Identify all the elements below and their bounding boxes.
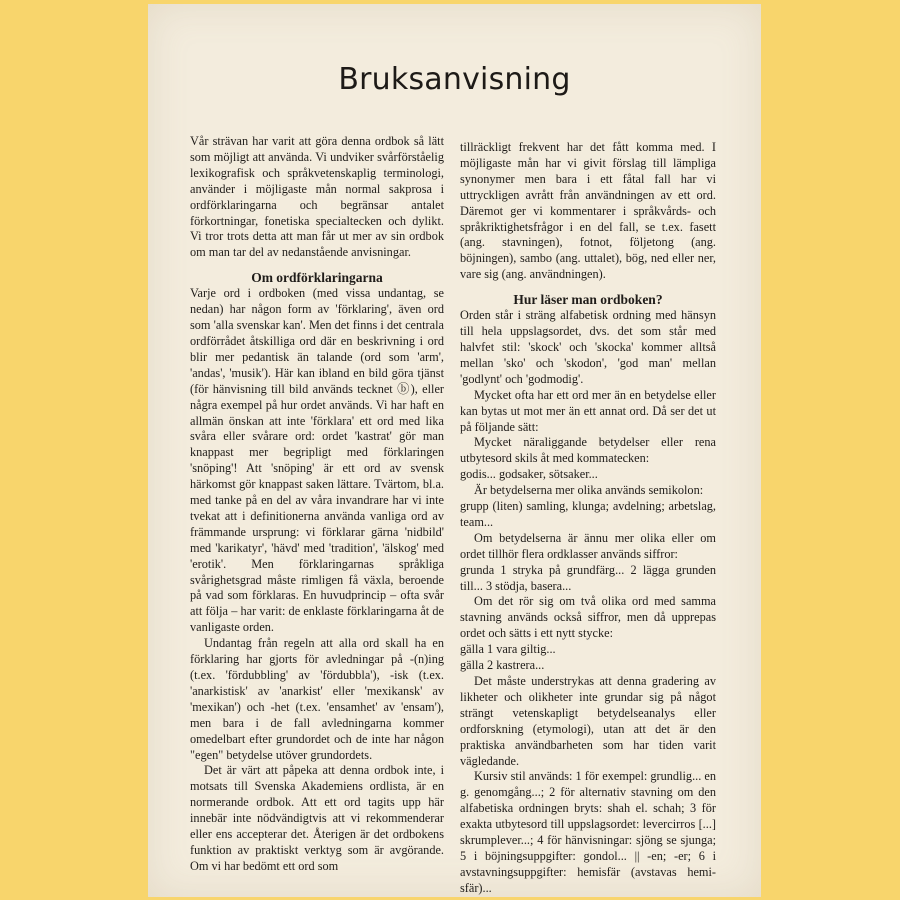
- body-paragraph: Är betydelserna mer olika används semikolon:: [474, 483, 704, 498]
- example-entry: grunda 1 stryka på grundfärg... 2 lägga grunden till... 3 stödja, basera...: [460, 562, 716, 593]
- body-paragraph: Mycket ofta har ett ord mer än en betydelse eller kan bytas ut mot mer än ett annat ord. Då ser det ut på följande sätt:: [460, 387, 716, 434]
- right-column: [460, 140, 716, 897]
- example-entry: grupp (liten) samling, klunga; avdelning; arbetslag, team...: [460, 499, 716, 529]
- section-heading-ordforklaringarna: Om ordförklaringarna: [251, 270, 383, 286]
- body-paragraph: Varje ord i ordboken (med vissa undantag, se nedan) har någon form av 'förklaring', även ord som 'alla svenskar kan'. Men det finns i det centrala ordförrådet åtskilliga ord där en beskrivning i ord blir mer pedantisk än talande (ord som 'arm', 'andas', 'musik'). Här kan ibland en bild göra tjänst (för hänvisning till bild används tecknet ⓑ), eller några exempel på hur ordet används. Vi har haft en allmän önskan att inte 'förklara' ett ord med lika svåra eller svårare ord: ordet 'kastrat' gör man knappast mer begripligt med förklaringen 'snöping'! Att 'snöping' är ett ord av svensk härkomst gör knappast saken lättare. Tvärtom, bl.a. med tanke på en del av våra invandrare har vi inte tvekat att i definitionerna använda vanliga ord av främmande ursprung: vi förklarar gärna 'nidbild' med 'karikatyr', 'hävd' med 'tradition', 'älskog' med 'erotik'. Men förklaringarnas språkliga svårighetsgrad måste rimligen få växla, beroende på vad som förklaras. En huvudprincip – ofta svår att följa – har varit: de enklaste förklaringarna åt de vanligaste orden.: [190, 286, 444, 635]
- body-paragraph: Det måste understrykas att denna gradering av likheter och olikheter inte grundar sig på något strängt vetenskapligt betydelseanalys eller ordforskning (etymologi), utan att det är den praktiska användbarheten som har tiden varit vägledande.: [460, 674, 716, 768]
- example-entry: gälla 2 kastrera...: [460, 658, 545, 673]
- body-paragraph: Om betydelserna är ännu mer olika eller om ordet tillhör flera ordklasser används siffror:: [460, 530, 716, 561]
- page-title: Bruksanvisning: [338, 62, 571, 97]
- body-paragraph: Orden står i sträng alfabetisk ordning med hänsyn till hela uppslagsordet, dvs. det som står med halvfet stil: 'skock' och 'skocka' kommer alltså mellan 'sko' och 'skodon', 'god man' mellan 'godlynt' och 'godmodig'.: [460, 308, 716, 386]
- body-paragraph: Kursiv stil används: 1 för exempel: grundlig... en g. genomgång...; 2 för alternativ stavning om den alfabetiska ordningen bryts: shah el. schah; 3 för exakta utbytesord till uppslagsordet: levercirros [...] skrumplever...; 4 för hänvisningar: sjöng se sjunga; 5 i böjningsuppgifter: gondol... || -en; -er; 6 i avstavningsuppgifter: hemisfär (avstavas hemi-sfär)...: [460, 769, 716, 895]
- body-paragraph: Det är värt att påpeka att denna ordbok inte, i motsats till Svenska Akademiens ordlista, är en normerande ordbok. Att ett ord tagits upp här innebär inte nödvändigtvis att vi rekommenderar eller ens accepterar det. Återigen är det ordbokens funktion av praktiskt verktyg som är avgörande. Om vi har bedömt ett ord som: [190, 763, 444, 873]
- body-paragraph: Om det rör sig om två olika ord med samma stavning används också siffror, men då upprepas ordet och sätts i ett nytt stycke:: [460, 594, 716, 641]
- intro-paragraph: Vår strävan har varit att göra denna ordbok så lätt som möjligt att använda. Vi undviker svårförståelig lexikografisk och språkvetenskaplig terminologi, använder i möjligaste mån normal sakprosa i ordförklaringarna och begränsar antalet förkortningar, fonetiska specialtecken och dylikt. Vi tror trots detta att man får ut mer av sin ordbok om man tar del av nedanstående anvisningar.: [190, 134, 444, 260]
- continuation-paragraph: tillräckligt frekvent har det fått komma med. I möjligaste mån har vi givit förslag till lämpliga synonymer men bara i ett fåtal fall har vi uttryckligen avrått från användningen av ett ord. Däremot ger vi kommentarer i språkvårds- och språkriktighetsfrågor i en del fall, se t.ex. fasett (ang. stavningen), fotnot, följetong (ang. böjningen), sambo (ang. uttalet), bög, ned eller ner, vare sig (ang. användningen).: [460, 140, 716, 282]
- section-heading-hur-laser: Hur läser man ordboken?: [513, 292, 663, 308]
- left-column: [190, 134, 444, 875]
- body-paragraph: Undantag från regeln att alla ord skall ha en förklaring har gjorts för avledningar på -(n)ing (t.ex. 'fördubbling' av 'fördubbla'), -isk (t.ex. 'anarkistisk' av 'anarkist' eller 'mexikansk' av 'mexikan') och -het (t.ex. 'ensamhet' av 'ensam'), men bara i de fall avledningarna kommer omedelbart efter grundordet och de inte har någon "egen" betydelse utöver grundordets.: [190, 636, 444, 762]
- example-entry: godis... godsaker, sötsaker...: [460, 467, 598, 482]
- book-page: [148, 4, 761, 897]
- body-paragraph: Mycket näraliggande betydelser eller rena utbytesord skils åt med kommatecken:: [460, 435, 716, 466]
- example-entry: gälla 1 vara giltig...: [460, 642, 556, 657]
